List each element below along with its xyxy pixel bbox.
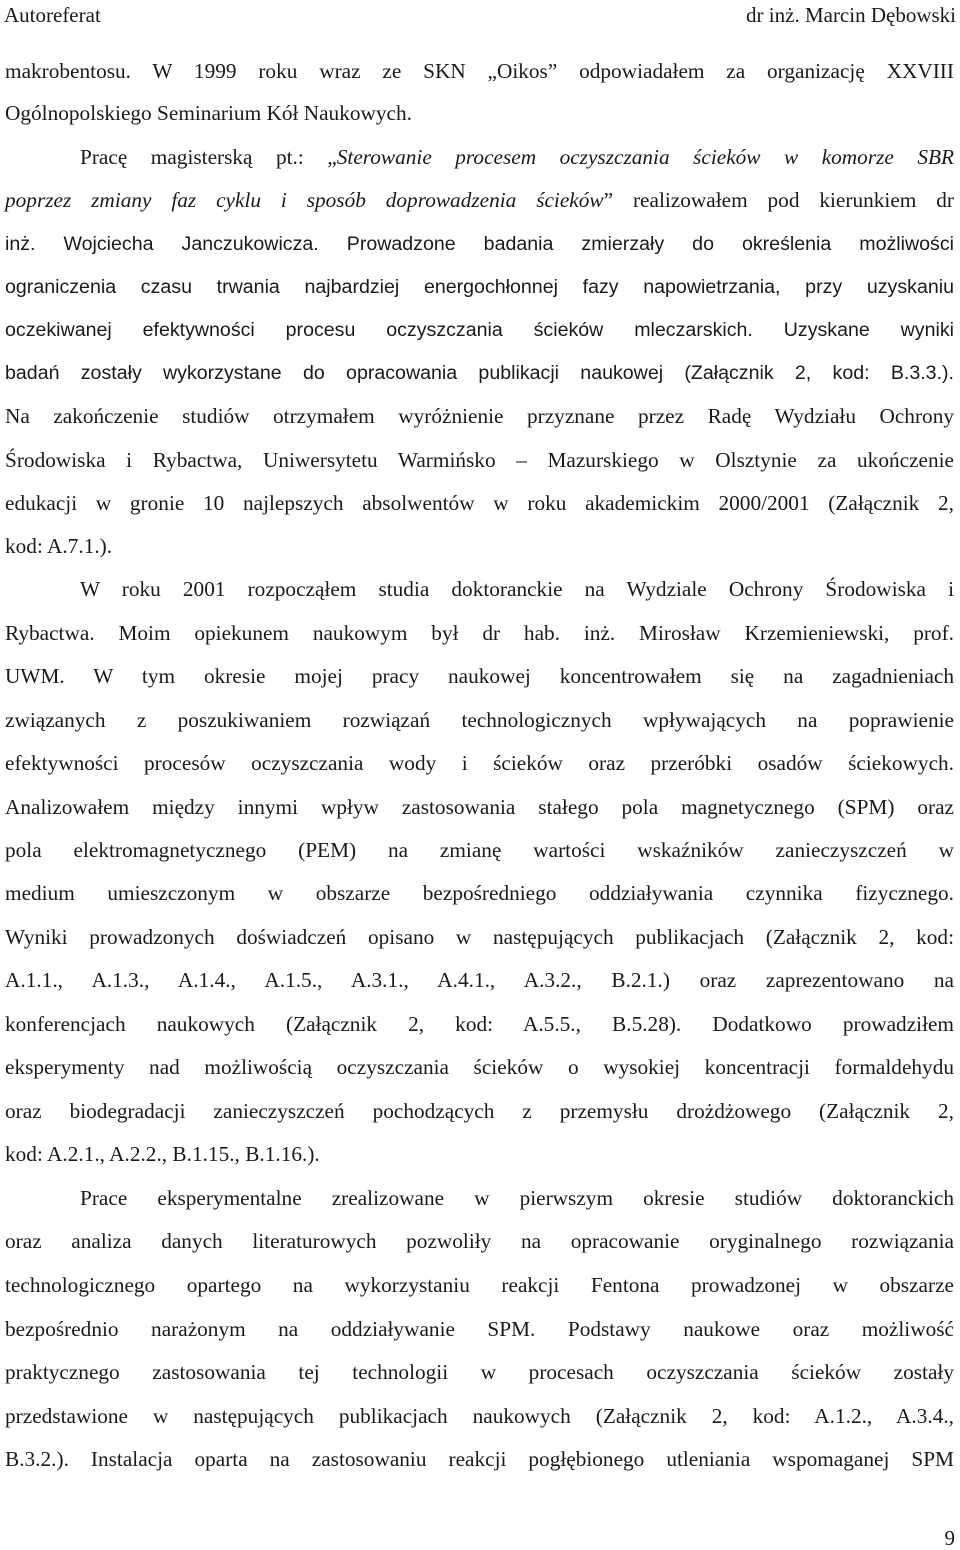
text-segment: W roku 2001 rozpocząłem studia doktoranckie na Wydziale Ochrony Środowiska i [80,577,954,601]
text-segment: pola elektromagnetycznego (PEM) na zmianę wartości wskaźników zanieczyszczeń w [5,838,954,862]
text-segment: oraz analiza danych literaturowych pozwoliły na opracowanie oryginalnego rozwiązania [5,1229,954,1253]
text-segment: związanych z poszukiwaniem rozwiązań technologicznych wpływających na poprawienie [5,708,954,732]
text-line [5,836,954,864]
text-line [5,532,954,560]
text-segment: Analizowałem między innymi wpływ zastosowania stałego pola magnetycznego (SPM) oraz [5,795,954,819]
text-segment: Na zakończenie studiów otrzymałem wyróżnienie przyznane przez Radę Wydziału Ochrony [5,404,954,428]
text-line [5,186,954,214]
text-line [5,619,954,647]
text-line [5,358,954,387]
text-line [5,1271,954,1299]
text-segment: oraz biodegradacji zanieczyszczeń pochodzących z przemysłu drożdżowego (Załącznik 2, [5,1099,954,1123]
text-segment: praktycznego zastosowania tej technologii w procesach oczyszczania ścieków zostały [5,1360,954,1384]
text-line [5,793,954,821]
text-segment: badań zostały wykorzystane do opracowania publikacji naukowej (Załącznik 2, kod: B.3.3.). [5,362,954,384]
text-line [5,879,954,907]
text-segment: medium umieszczonym w obszarze bezpośredniego oddziaływania czynnika fizycznego. [5,881,954,905]
text-line [5,446,954,474]
text-segment: efektywności procesów oczyszczania wody i ścieków oraz przeróbki osadów ściekowych. [5,751,954,775]
text-segment: Sterowanie procesem oczyszczania ścieków w komorze SBR [336,145,955,169]
text-segment: eksperymenty nad możliwością oczyszczania ścieków o wysokiej koncentracji formaldehydu [5,1055,954,1079]
text-line [5,966,954,994]
text-line [5,1315,954,1343]
text-line [5,229,954,258]
text-line [5,1445,954,1473]
text-line [5,706,954,734]
text-line [5,923,954,951]
text-line [5,1097,954,1125]
text-segment: ograniczenia czasu trwania najbardziej energochłonnej fazy napowietrzania, przy uzyskaniu [5,276,954,298]
text-segment: bezpośrednio narażonym na oddziaływanie SPM. Podstawy naukowe oraz możliwość [5,1317,954,1341]
text-line [5,489,954,517]
text-segment: poprzez zmiany faz cyklu i sposób doprowadzenia ścieków [5,188,604,212]
text-line [5,1227,954,1255]
text-line [5,402,954,430]
text-line [5,1358,954,1386]
text-line [5,99,954,127]
text-segment: UWM. W tym okresie mojej pracy naukowej koncentrowałem się na zagadnieniach [5,664,954,688]
text-segment: Środowiska i Rybactwa, Uniwersytetu Warmińsko – Mazurskiego w Olsztynie za ukończenie [5,448,954,472]
text-line [5,1140,954,1168]
text-segment: edukacji w gronie 10 najlepszych absolwentów w roku akademickim 2000/2001 (Załącznik 2, [5,491,954,515]
text-segment: ” realizowałem pod kierunkiem dr [603,188,954,212]
text-line [5,1053,954,1081]
text-segment: A.1.1., A.1.3., A.1.4., A.1.5., A.3.1., A.4.1., A.3.2., B.2.1.) oraz zaprezentowano na [5,968,954,992]
text-line [5,315,954,344]
text-line [80,575,954,603]
text-segment: Rybactwa. Moim opiekunem naukowym był dr hab. inż. Mirosław Krzemieniewski, prof. [5,621,954,645]
header-right: dr inż. Marcin Dębowski [746,3,956,27]
header-left: Autoreferat [4,3,101,27]
text-segment: inż. Wojciecha Janczukowicza. Prowadzone badania zmierzały do określenia możliwości [5,233,954,255]
text-segment: oczekiwanej efektywności procesu oczyszczania ścieków mleczarskich. Uzyskane wyniki [5,319,954,341]
text-segment: Ogólnopolskiego Seminarium Kół Naukowych. [5,101,412,125]
text-segment: przedstawione w następujących publikacjach naukowych (Załącznik 2, kod: A.1.2., A.3.4., [5,1404,954,1428]
text-line [5,1402,954,1430]
page-number: 9 [944,1526,955,1550]
text-segment: B.3.2.). Instalacja oparta na zastosowaniu reakcji pogłębionego utleniania wspomaganej SPM [5,1447,954,1471]
text-segment: Wyniki prowadzonych doświadczeń opisano w następujących publikacjach (Załącznik 2, kod: [5,925,954,949]
text-line [5,1010,954,1038]
text-line [80,1184,954,1212]
text-segment: makrobentosu. W 1999 roku wraz ze SKN „Oikos” odpowiadałem za organizację XXVIII [5,59,954,83]
text-segment: Prace eksperymentalne zrealizowane w pierwszym okresie studiów doktoranckich [80,1186,954,1210]
text-segment: kod: A.7.1.). [5,534,113,558]
text-line [5,749,954,777]
text-line [5,272,954,301]
text-line [80,143,954,171]
text-segment: kod: A.2.1., A.2.2., B.1.15., B.1.16.). [5,1142,320,1166]
text-segment: Pracę magisterską pt.: „ [80,145,337,169]
text-segment: technologicznego opartego na wykorzystaniu reakcji Fentona prowadzonej w obszarze [5,1273,954,1297]
text-line [5,662,954,690]
text-line [5,57,954,85]
text-segment: konferencjach naukowych (Załącznik 2, kod: A.5.5., B.5.28). Dodatkowo prowadziłem [5,1012,954,1036]
